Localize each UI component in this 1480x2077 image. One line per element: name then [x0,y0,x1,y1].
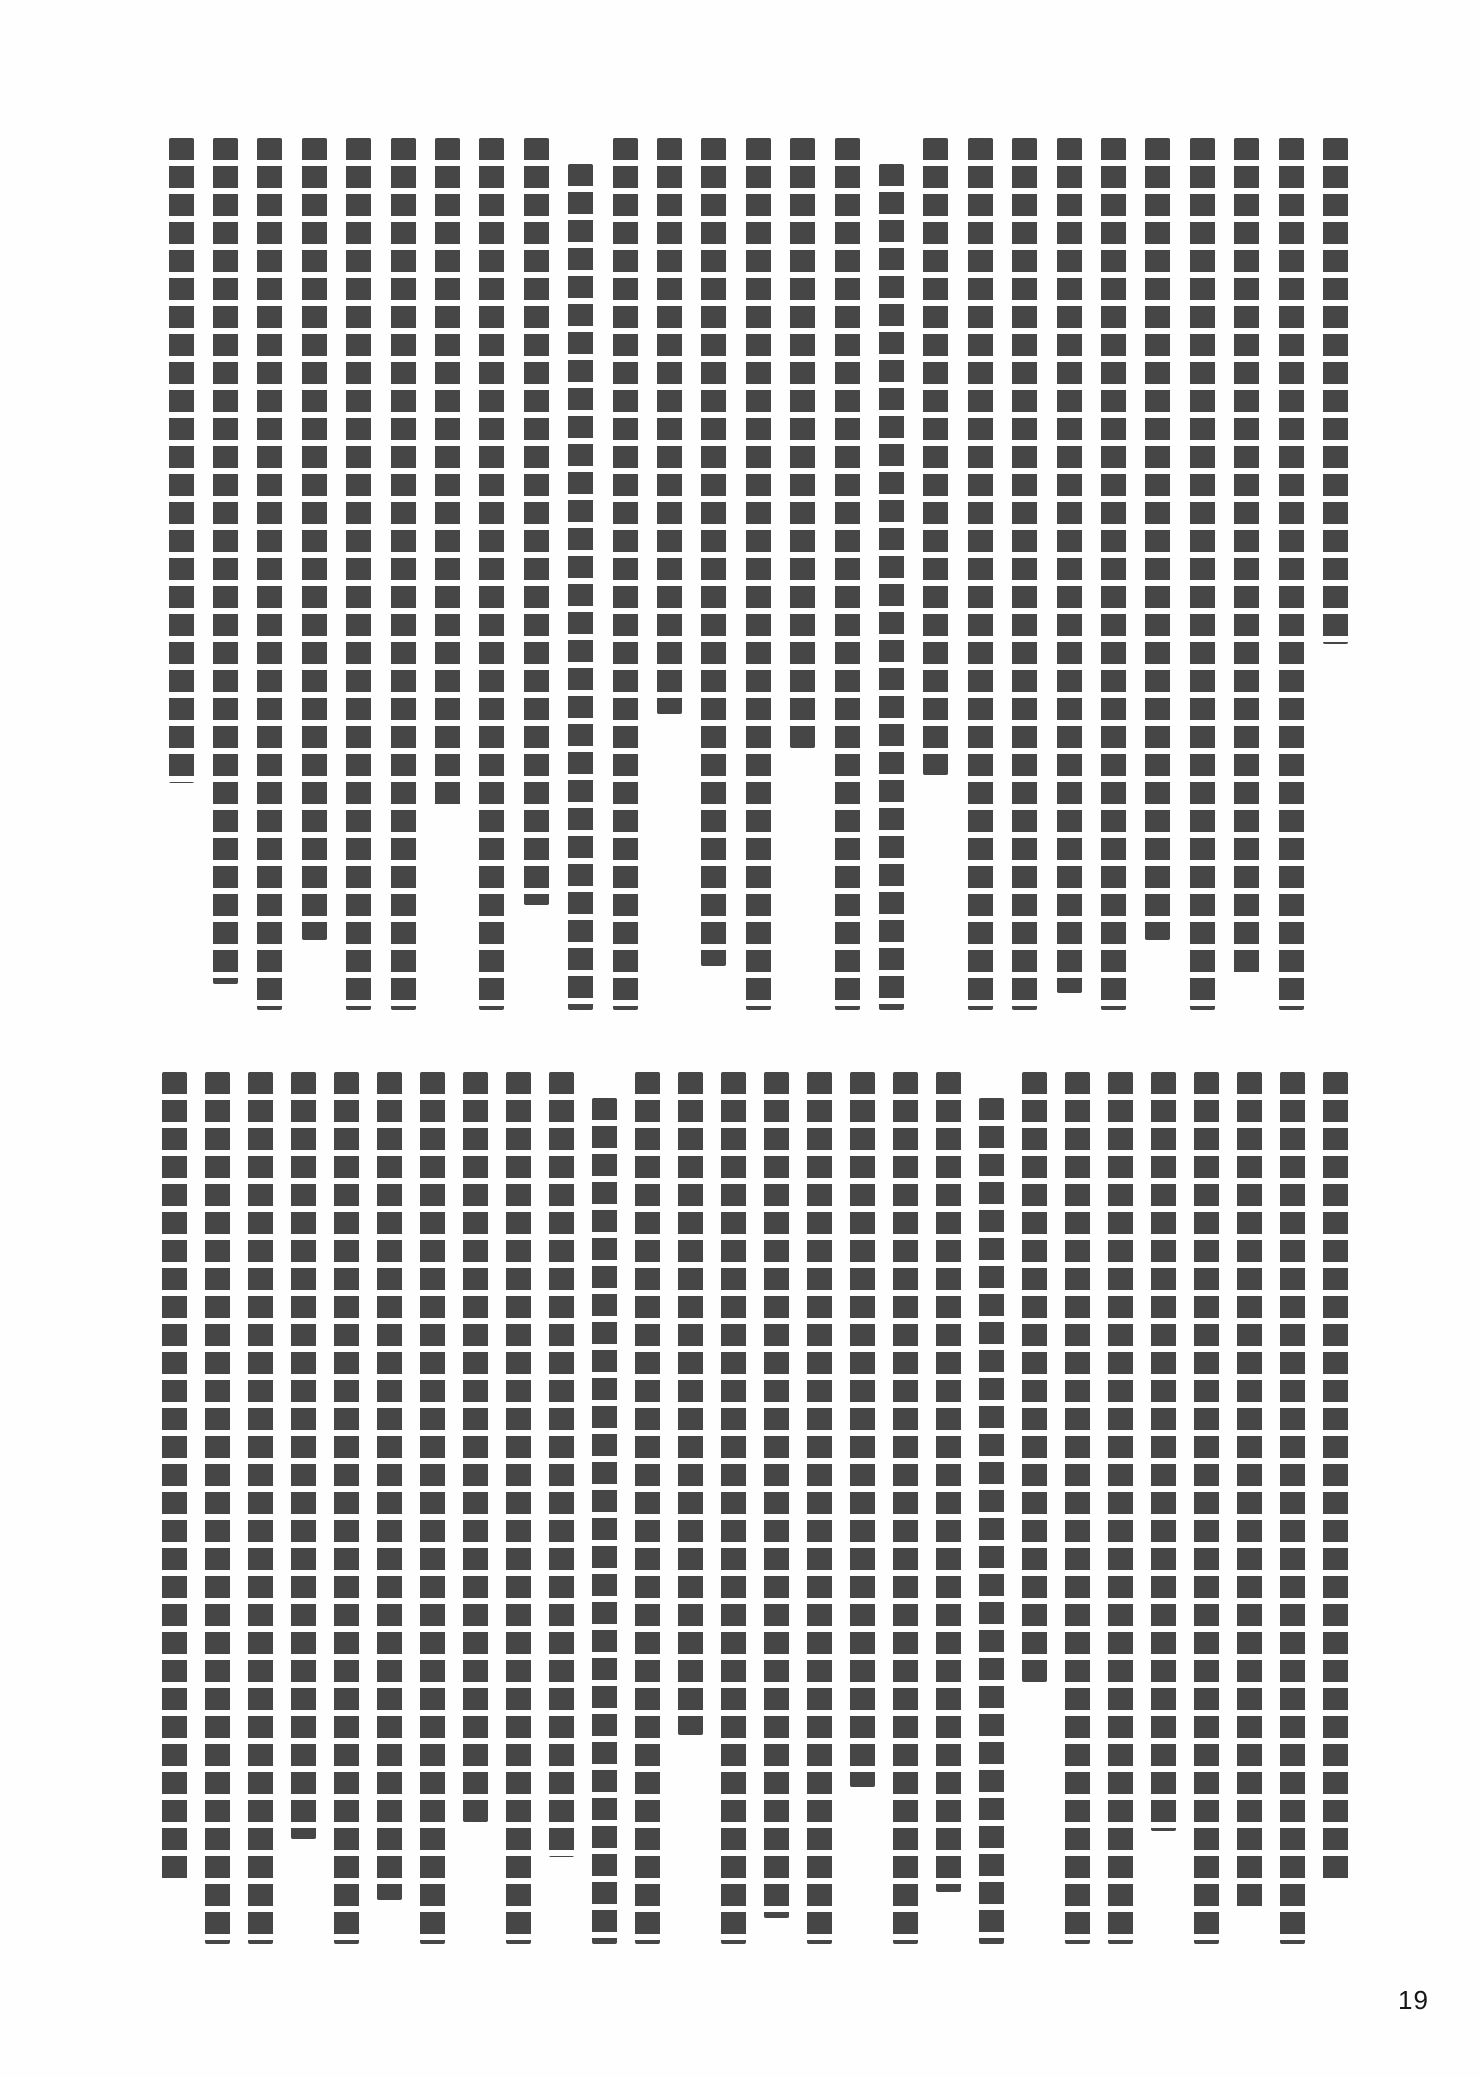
redacted-text-column [635,1072,660,1944]
redacted-text-column [463,1072,488,1822]
upper-text-band [167,138,1348,1010]
redacted-text-column [1190,138,1215,1010]
redacted-text-column [1012,138,1037,1010]
redacted-text-column [257,138,282,1010]
redacted-text-column [1234,138,1259,975]
redacted-text-column [1151,1072,1176,1831]
redacted-text-column [879,164,904,1010]
redacted-text-column [1194,1072,1219,1944]
redacted-text-column [979,1098,1004,1944]
redacted-text-column [1022,1072,1047,1682]
redacted-text-column [893,1072,918,1944]
redacted-text-column [1323,138,1348,644]
redacted-text-column [568,164,593,1010]
redacted-text-column [657,138,682,714]
redacted-text-column [721,1072,746,1944]
redacted-text-column [1237,1072,1262,1909]
redacted-text-column [346,138,371,1010]
redacted-text-column [746,138,771,1010]
redacted-text-column [701,138,726,966]
redacted-text-column [923,138,948,775]
lower-text-band [160,1072,1348,1944]
redacted-text-column [678,1072,703,1735]
redacted-text-column [1279,138,1304,1010]
redacted-text-column [391,138,416,1010]
redacted-text-column [377,1072,402,1900]
redacted-text-column [1065,1072,1090,1944]
redacted-text-column [835,138,860,1010]
redacted-text-column [302,138,327,940]
redacted-text-column [524,138,549,905]
redacted-text-column [479,138,504,1010]
redacted-text-column [1057,138,1082,993]
redacted-text-column [213,138,238,984]
redacted-text-column [506,1072,531,1944]
redacted-text-column [968,138,993,1010]
redacted-text-column [764,1072,789,1918]
redacted-text-column [790,138,815,748]
page-number: 19 [1398,1985,1429,2015]
redacted-text-column [334,1072,359,1944]
redacted-text-column [205,1072,230,1944]
redacted-text-column [613,138,638,1010]
redacted-text-column [1323,1072,1348,1883]
redacted-text-column [420,1072,445,1944]
redacted-text-column [248,1072,273,1944]
redacted-text-column [807,1072,832,1944]
redacted-text-column [291,1072,316,1839]
redacted-text-column [1108,1072,1133,1944]
redacted-text-column [549,1072,574,1857]
redacted-text-column [1101,138,1126,1010]
redacted-text-column [936,1072,961,1892]
redacted-text-column [1145,138,1170,940]
redacted-text-column [435,138,460,809]
redacted-text-column [1280,1072,1305,1944]
redacted-text-column [592,1098,617,1944]
redacted-text-column [169,138,194,783]
redacted-text-column [850,1072,875,1787]
redacted-text-column [162,1072,187,1883]
